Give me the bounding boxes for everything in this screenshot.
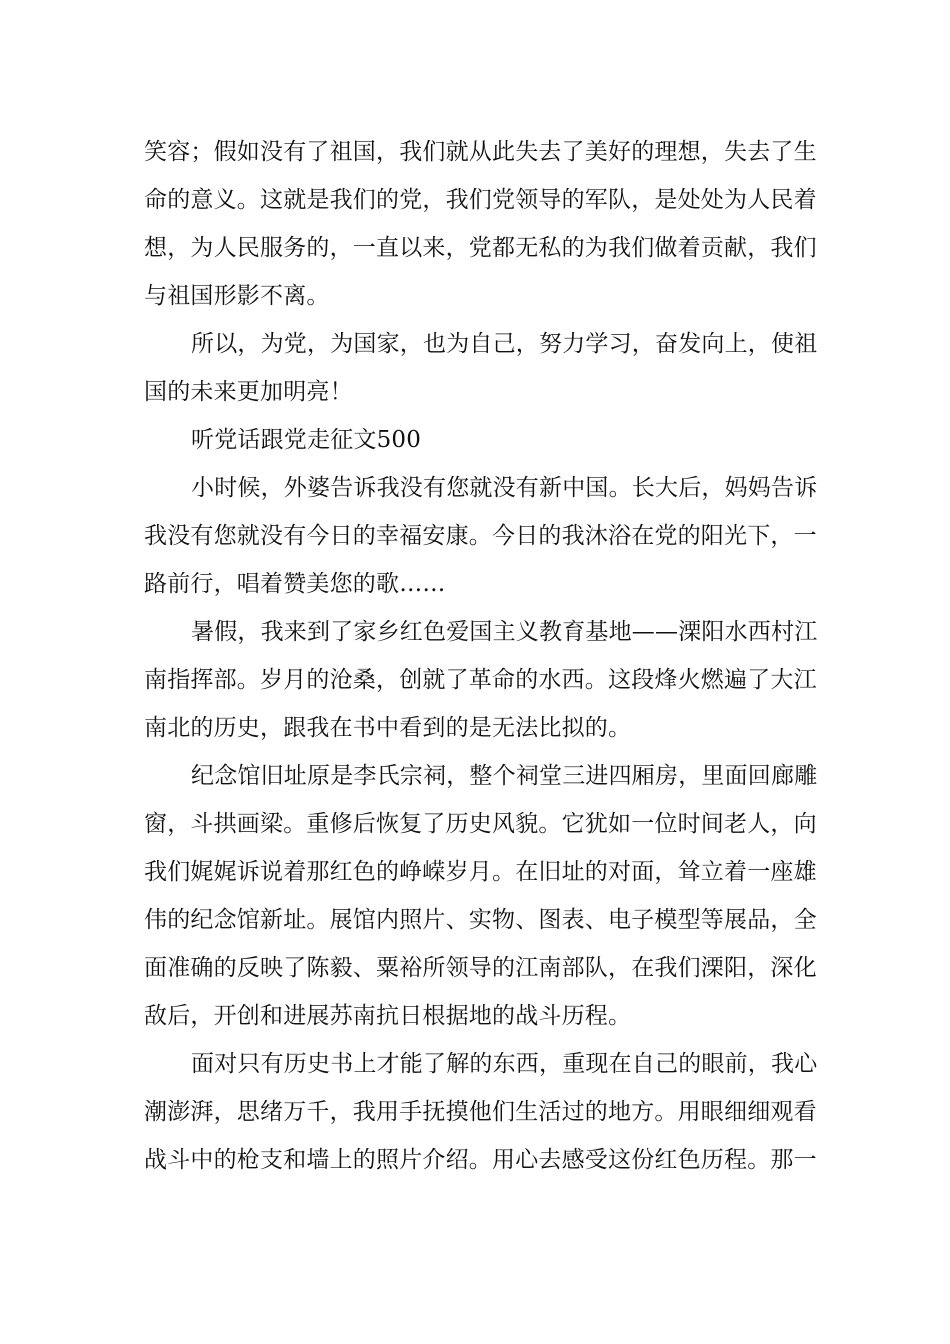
text-line: 我们娓娓诉说着那红色的峥嵘岁月。在旧址的对面，耸立着一座雄 bbox=[144, 859, 817, 885]
text-line: 与祖国形影不离。 bbox=[144, 283, 330, 309]
text-line: 想，为人民服务的，一直以来，党都无私的为我们做着贡献，我们 bbox=[144, 235, 817, 261]
text-line: 战斗中的枪支和墙上的照片介绍。用心去感受这份红色历程。那一 bbox=[144, 1147, 817, 1173]
paragraph-first-line: 纪念馆旧址原是李氏宗祠，整个祠堂三进四厢房，里面回廊雕 bbox=[191, 763, 818, 789]
text-line: 面准确的反映了陈毅、粟裕所领导的江南部队，在我们溧阳，深化 bbox=[144, 955, 817, 981]
document-body bbox=[144, 128, 818, 1184]
section-title: 听党话跟党走征文500 bbox=[191, 427, 422, 453]
text-line: 南指挥部。岁月的沧桑，创就了革命的水西。这段烽火燃遍了大江 bbox=[144, 667, 817, 693]
text-line: 笑容；假如没有了祖国，我们就从此失去了美好的理想，失去了生 bbox=[144, 139, 817, 165]
paragraph-first-line: 所以，为党，为国家，也为自己，努力学习，奋发向上，使祖 bbox=[191, 331, 818, 357]
text-line: 敌后，开创和进展苏南抗日根据地的战斗历程。 bbox=[144, 1003, 632, 1029]
text-line: 国的未来更加明亮！ bbox=[144, 379, 353, 405]
paragraph-first-line: 小时候，外婆告诉我没有您就没有新中国。长大后，妈妈告诉 bbox=[191, 475, 818, 501]
text-line: 路前行，唱着赞美您的歌…… bbox=[144, 571, 446, 597]
text-line: 潮澎湃，思绪万千，我用手抚摸他们生活过的地方。用眼细细观看 bbox=[144, 1099, 817, 1125]
text-line: 命的意义。这就是我们的党，我们党领导的军队，是处处为人民着 bbox=[144, 187, 817, 213]
paragraph-first-line: 面对只有历史书上才能了解的东西，重现在自己的眼前，我心 bbox=[191, 1051, 818, 1077]
text-line: 伟的纪念馆新址。展馆内照片、实物、图表、电子模型等展品，全 bbox=[144, 907, 817, 933]
text-line: 我没有您就没有今日的幸福安康。今日的我沐浴在党的阳光下，一 bbox=[144, 523, 817, 549]
text-line: 南北的历史，跟我在书中看到的是无法比拟的。 bbox=[144, 715, 632, 741]
text-line: 窗，斗拱画梁。重修后恢复了历史风貌。它犹如一位时间老人，向 bbox=[144, 811, 817, 837]
paragraph-first-line: 暑假，我来到了家乡红色爱国主义教育基地——溧阳水西村江 bbox=[191, 619, 818, 645]
